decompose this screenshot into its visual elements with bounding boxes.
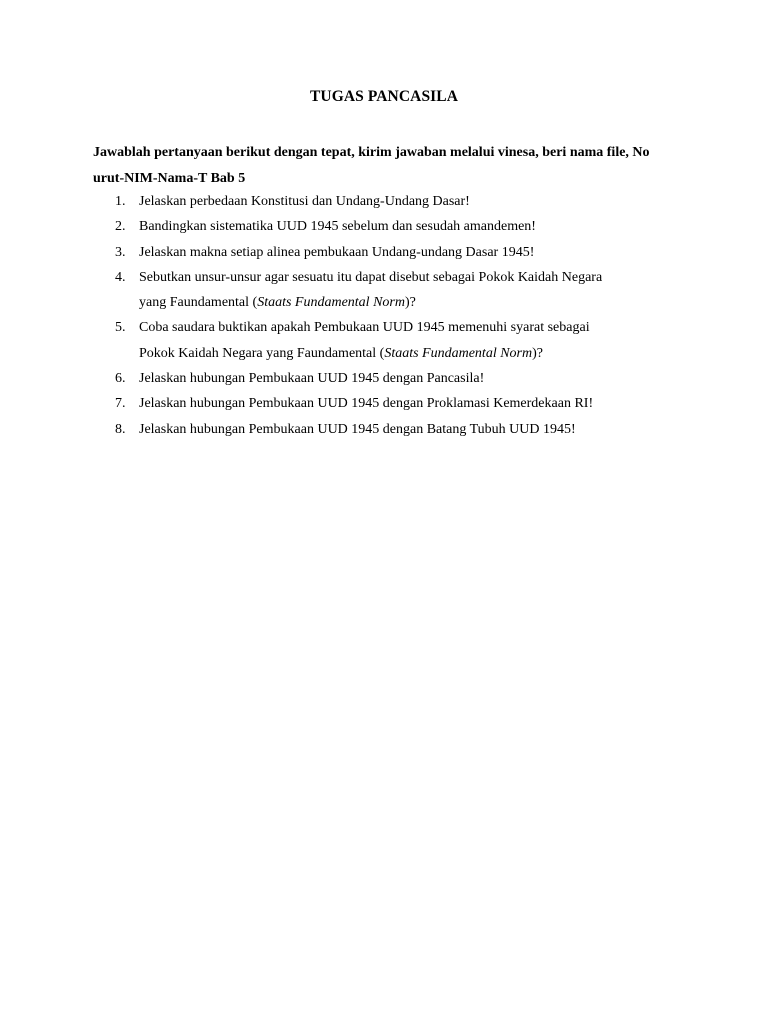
list-number: 6. xyxy=(115,371,126,387)
list-item xyxy=(93,240,683,265)
list-item xyxy=(93,391,683,416)
question-text: Jelaskan perbedaan Konstitusi dan Undang-Undang Dasar! xyxy=(139,194,470,209)
question-text: Sebutkan unsur-unsur agar sesuatu itu dapat disebut sebagai Pokok Kaidah Negara xyxy=(139,269,603,285)
italic-term: Staats Fundamental Norm xyxy=(257,295,405,311)
question-text: Jelaskan makna setiap alinea pembukaan Undang-undang Dasar 1945! xyxy=(139,244,535,260)
question-text-continuation xyxy=(139,341,683,366)
list-number: 7. xyxy=(115,396,126,412)
question-text: Bandingkan sistematika UUD 1945 sebelum dan sesudah amandemen! xyxy=(139,219,536,235)
list-number: 1. xyxy=(115,194,126,209)
list-item xyxy=(93,417,683,442)
list-item xyxy=(93,366,683,391)
question-text-segment: )? xyxy=(404,295,416,311)
list-item xyxy=(93,214,683,239)
list-number: 8. xyxy=(115,421,126,437)
list-number: 5. xyxy=(115,320,126,336)
document-title: TUGAS PANCASILA xyxy=(309,88,459,105)
list-item xyxy=(93,265,683,316)
question-text-continuation xyxy=(139,290,683,315)
question-text: Coba saudara buktikan apakah Pembukaan UUD 1945 memenuhi syarat sebagai xyxy=(139,320,590,336)
instruction-text: Jawablah pertanyaan berikut dengan tepat, kirim jawaban melalui vinesa, beri nama file, No urut-NIM-Nama-T Bab 5 xyxy=(93,145,650,186)
question-text: Jelaskan hubungan Pembukaan UUD 1945 dengan Pancasila! xyxy=(139,371,485,387)
question-list xyxy=(93,189,683,442)
question-text: Jelaskan hubungan Pembukaan UUD 1945 dengan Proklamasi Kemerdekaan RI! xyxy=(139,396,594,412)
list-item xyxy=(93,189,683,214)
question-text-segment: Pokok Kaidah Negara yang Faundamental ( xyxy=(139,345,385,361)
list-number: 4. xyxy=(115,269,126,285)
question-text: Jelaskan hubungan Pembukaan UUD 1945 dengan Batang Tubuh UUD 1945! xyxy=(139,421,576,437)
list-item xyxy=(93,315,683,366)
list-number: 2. xyxy=(115,219,126,235)
question-text-segment: )? xyxy=(532,345,543,361)
question-text-segment: yang Faundamental ( xyxy=(139,295,258,311)
italic-term: Staats Fundamental Norm xyxy=(384,345,533,361)
list-number: 3. xyxy=(115,244,126,260)
